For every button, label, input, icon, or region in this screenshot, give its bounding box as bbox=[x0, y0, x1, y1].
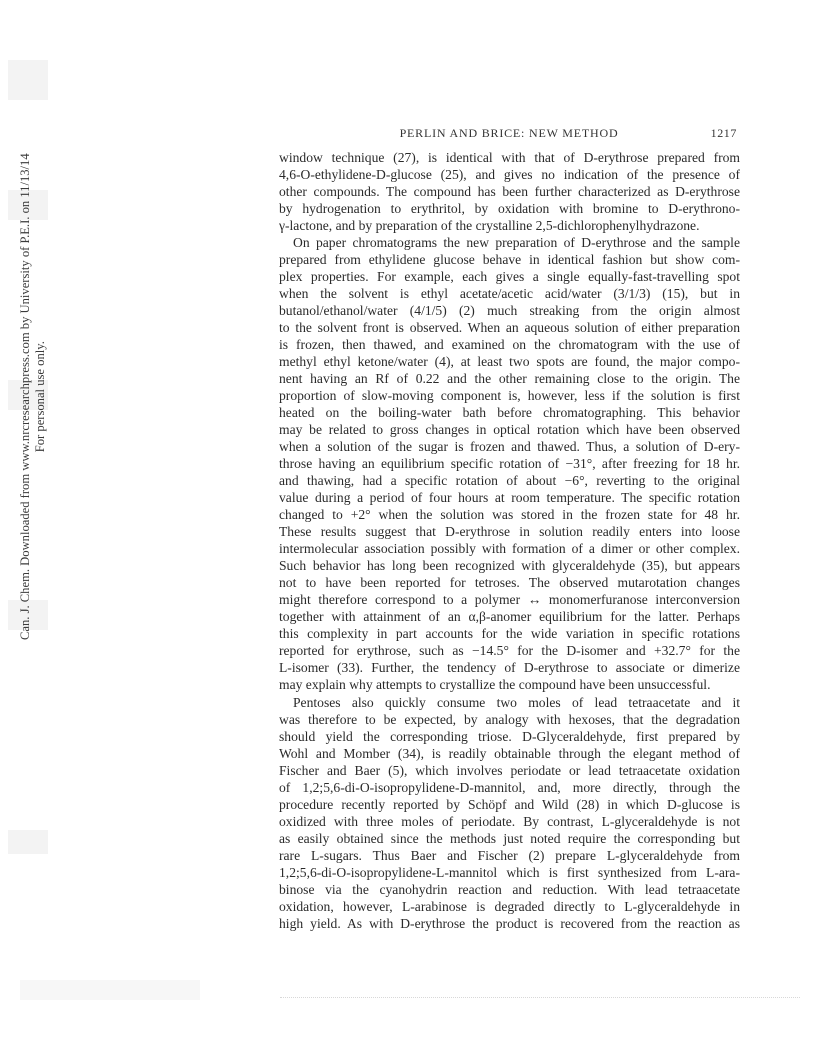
text-line: might therefore correspond to a polymer ↔ monomerfuranose interconversion bbox=[279, 592, 740, 608]
text-line: to the solvent front is observed. When an aqueous solution of either preparation bbox=[279, 320, 740, 336]
text-line: other compounds. The compound has been further characterized as D-erythrose bbox=[279, 184, 740, 200]
text-line: rare L-sugars. Thus Baer and Fischer (2) prepare L-glyceraldehyde from bbox=[279, 847, 740, 863]
scan-smudge bbox=[20, 980, 200, 1000]
text-line: L-isomer (33). Further, the tendency of D-erythrose to associate or dimerize bbox=[279, 660, 740, 676]
text-line: by hydrogenation to erythritol, by oxidation with bromine to D-erythrono- bbox=[279, 201, 740, 217]
text-line: procedure recently reported by Schöpf and Wild (28) in which D-glucose is bbox=[279, 796, 740, 812]
text-line: as easily obtained since the methods just noted require the corresponding but bbox=[279, 830, 740, 846]
page-number: 1217 bbox=[710, 126, 737, 140]
text-line: this complexity in part accounts for the wide variation in specific rotations bbox=[279, 626, 740, 642]
text-line: reported for erythrose, such as −14.5° for the D-isomer and +32.7° for the bbox=[279, 643, 740, 659]
running-head-title: PERLIN AND BRICE: NEW METHOD bbox=[399, 126, 619, 140]
text-line: was therefore to be expected, by analogy with hexoses, that the degradation bbox=[279, 711, 740, 727]
running-head bbox=[279, 126, 739, 144]
download-notice-line: Can. J. Chem. Downloaded from www.nrcresearchpress.com by University of P.E.I. on 11/13/14 bbox=[18, 153, 32, 640]
text-line: heated on the boiling-water bath before chromatographing. This behavior bbox=[279, 405, 740, 421]
download-notice bbox=[18, 153, 48, 640]
text-line: γ-lactone, and by preparation of the crystalline 2,5-dichlorophenylhydrazone. bbox=[279, 218, 700, 234]
text-line: oxidation, however, L-arabinose is degraded directly to L-glyceraldehyde in bbox=[279, 898, 740, 914]
text-line: nent having an Rf of 0.22 and the other remaining close to the origin. The bbox=[279, 371, 740, 387]
text-line: prepared from ethylidene glucose behave in identical fashion but show com- bbox=[279, 252, 740, 268]
text-line: On paper chromatograms the new preparation of D-erythrose and the sample bbox=[293, 235, 740, 251]
text-line: window technique (27), is identical with that of D-erythrose prepared from bbox=[279, 150, 740, 165]
text-line: Fischer and Baer (5), which involves periodate or lead tetraacetate oxidation bbox=[279, 762, 740, 778]
text-line: 4,6-O-ethylidene-D-glucose (25), and gives no indication of the presence of bbox=[279, 167, 740, 183]
scan-smudge bbox=[8, 830, 48, 854]
text-line: Pentoses also quickly consume two moles of lead tetraacetate and it bbox=[293, 694, 740, 710]
text-line: may explain why attempts to crystallize the compound have been unsuccessful. bbox=[279, 677, 711, 693]
text-line: when the solvent is ethyl acetate/acetic acid/water (3/1/3) (15), but in bbox=[279, 286, 740, 302]
download-notice-usage: For personal use only. bbox=[33, 341, 47, 453]
text-line: butanol/ethanol/water (4/1/5) (2) much streaking from the origin almost bbox=[279, 303, 740, 319]
text-line: of 1,2;5,6-di-O-isopropylidene-D-mannitol, and, more directly, through the bbox=[279, 779, 740, 795]
text-line: may be related to gross changes in optical rotation which have been observed bbox=[279, 422, 740, 438]
text-line: methyl ethyl ketone/water (4), at least two spots are found, the major compo- bbox=[279, 354, 740, 370]
text-line: and thawing, had a specific rotation of about −6°, reverting to the original bbox=[279, 473, 740, 489]
text-line: oxidized with three moles of periodate. By contrast, L-glyceraldehyde is not bbox=[279, 813, 740, 829]
article-body bbox=[279, 149, 740, 932]
text-line: Wohl and Momber (34), is readily obtainable through the elegant method of bbox=[279, 745, 740, 761]
text-line: 1,2;5,6-di-O-isopropylidene-L-mannitol which is first synthesized from L-ara- bbox=[279, 864, 740, 880]
text-line: intermolecular association possibly with formation of a dimer or other complex. bbox=[279, 541, 740, 557]
text-line: should yield the corresponding triose. D-Glyceraldehyde, first prepared by bbox=[279, 728, 740, 744]
scan-smudge bbox=[8, 60, 48, 100]
text-line: proportion of slow-moving component is, however, less if the solution is first bbox=[279, 388, 740, 404]
text-line: value during a period of four hours at room temperature. The specific rotation bbox=[279, 490, 740, 506]
text-line: plex properties. For example, each gives a single equally-fast-travelling spot bbox=[279, 269, 740, 285]
text-line: throse having an equilibrium specific rotation of −31°, after freezing for 18 hr. bbox=[279, 456, 740, 472]
text-line: high yield. As with D-erythrose the product is recovered from the reaction as bbox=[279, 915, 740, 931]
text-line: These results suggest that D-erythrose in solution readily enters into loose bbox=[279, 524, 740, 540]
text-line: is frozen, then thawed, and examined on the chromatogram with the use of bbox=[279, 337, 740, 353]
text-line: when a solution of the sugar is frozen and thawed. Thus, a solution of D-ery- bbox=[279, 439, 740, 455]
text-line: together with attainment of an α,β-anomer equilibrium for the latter. Perhaps bbox=[279, 609, 740, 625]
text-line: changed to +2° when the solution was stored in the frozen state for 48 hr. bbox=[279, 507, 740, 523]
scan-bottom-edge bbox=[280, 997, 800, 999]
text-line: Such behavior has long been recognized with glyceraldehyde (35), but appears bbox=[279, 558, 740, 574]
text-line: binose via the cyanohydrin reaction and reduction. With lead tetraacetate bbox=[279, 881, 740, 897]
text-line: not to have been reported for tetroses. The observed mutarotation changes bbox=[279, 575, 740, 591]
